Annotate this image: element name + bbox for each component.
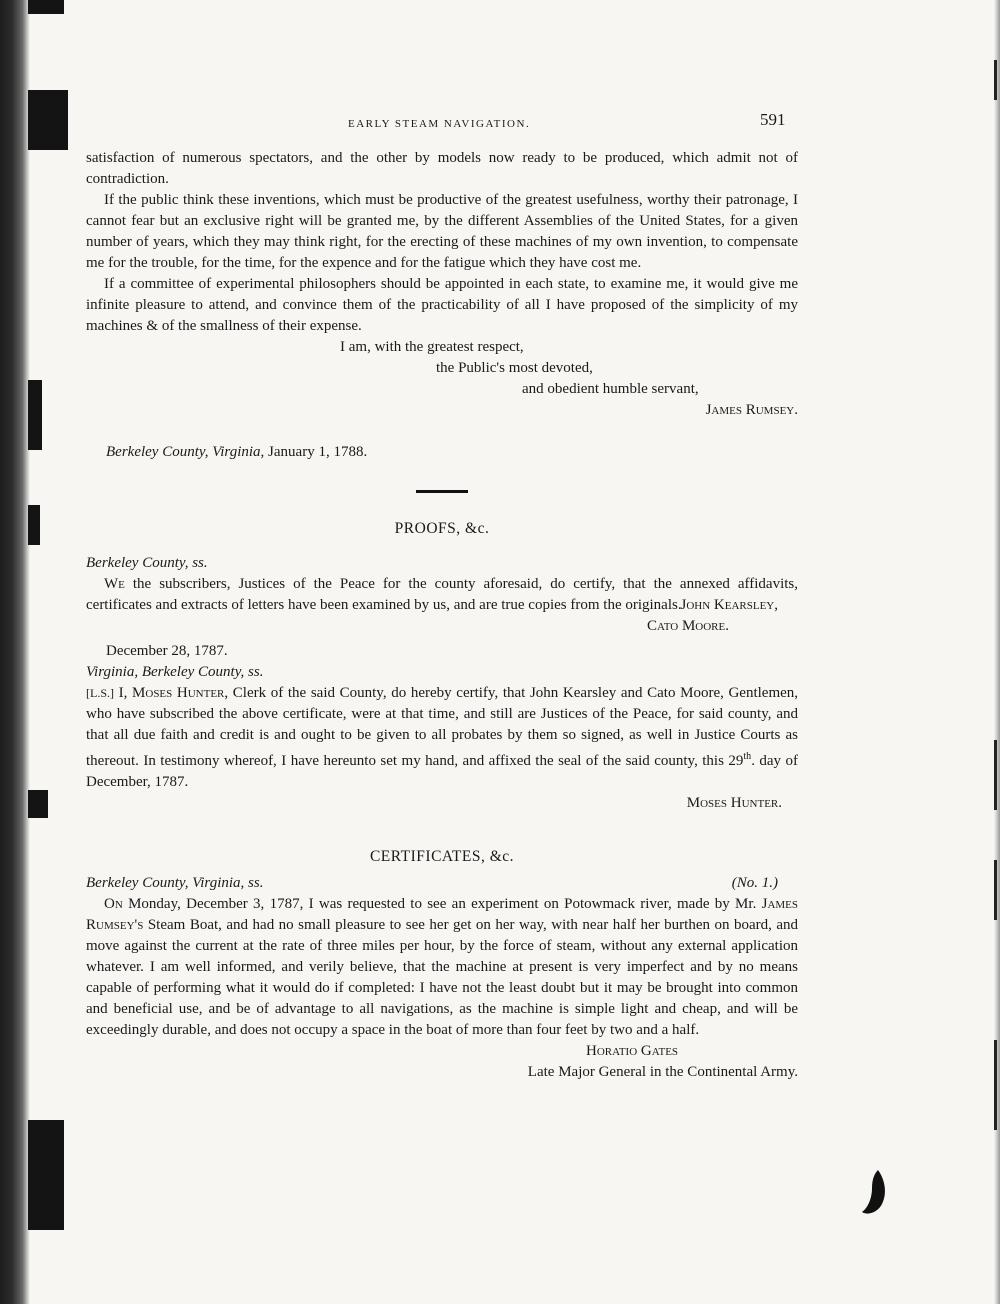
section-divider bbox=[416, 490, 468, 493]
clerk-signature: Moses Hunter. bbox=[686, 795, 782, 811]
proofs-section bbox=[86, 518, 798, 814]
ink-flourish bbox=[858, 1168, 890, 1218]
proofs-heading: PROOFS, &c. bbox=[394, 520, 490, 537]
proofs-venue: Berkeley County, ss. bbox=[86, 555, 208, 571]
proofs-certification: We the subscribers, Justices of the Peace for the county aforesaid, do certify, that the annexed affidavits, certificates and extracts of letters have been examined by us, and are true copies from the originals. bbox=[86, 576, 798, 613]
scan-left-edge bbox=[0, 0, 30, 1304]
scan-mark bbox=[994, 740, 997, 810]
letter-body bbox=[86, 148, 798, 421]
running-head: EARLY STEAM NAVIGATION. bbox=[348, 118, 531, 130]
closing-line-2: the Public's most devoted, bbox=[436, 360, 593, 376]
proofs-signer-2: Cato Moore. bbox=[647, 618, 729, 634]
letter-paragraph-3: If a committee of experimental philosophers should be appointed in each state, to examine me, it would give me infinite pleasure to attend, and convince them of the practicability of all I have proposed of the simplicity of my machines & of the smallness of their expense. bbox=[86, 276, 798, 334]
certificate-signer-title: Late Major General in the Continental Army. bbox=[527, 1064, 798, 1080]
scan-blot bbox=[28, 1120, 64, 1230]
proofs-date: December 28, 1787. bbox=[106, 643, 228, 659]
letter-date: January 1, 1788. bbox=[268, 444, 368, 460]
scan-mark bbox=[994, 60, 997, 100]
proofs-venue-2: Virginia, Berkeley County, ss. bbox=[86, 664, 264, 680]
scan-blot bbox=[28, 0, 64, 14]
certificates-section bbox=[86, 846, 798, 1083]
page-number: 591 bbox=[760, 110, 786, 129]
certificate-venue-line: Berkeley County, Virginia, ss. (No. 1.) bbox=[86, 873, 798, 894]
scan-blot bbox=[28, 380, 42, 450]
certificates-heading: CERTIFICATES, &c. bbox=[369, 848, 515, 865]
closing-line-3: and obedient humble servant, bbox=[522, 381, 699, 397]
letter-paragraph-2: If the public think these inventions, which must be productive of the greatest usefulness, worthy their patronage, I cannot fear but an exclusive right will be granted me, by the different Assemblies of the United States, for a given number of years, which they may think right, for the erecting of these machines of my own invention, to compensate me for the trouble, for the time, for the expence and for the fatigue which they have cost me. bbox=[86, 192, 798, 271]
letter-dateline bbox=[106, 442, 706, 463]
certificate-number: (No. 1.) bbox=[731, 875, 778, 891]
scan-blot bbox=[28, 90, 68, 150]
scan-mark bbox=[994, 860, 997, 920]
scan-blot bbox=[28, 505, 40, 545]
proofs-signer-1: John Kearsley, bbox=[680, 597, 778, 613]
letter-paragraph-1: satisfaction of numerous spectators, and the other by models now ready to be produced, which admit not of contradiction. bbox=[86, 150, 798, 187]
closing-line-1: I am, with the greatest respect, bbox=[340, 339, 524, 355]
certificate-signer: Horatio Gates bbox=[586, 1043, 679, 1059]
letter-place: Berkeley County, Virginia, bbox=[106, 444, 265, 460]
seal-mark: [L.S.] bbox=[86, 686, 114, 700]
certificate-text: On Monday, December 3, 1787, I was requested to see an experiment on Potowmack river, made by Mr. James Rumsey's Steam Boat, and had no small pleasure to see her get on her way, with near half her burthen on board, and move against the current at the rate of three miles per hour, by the force of steam, without any external application whatever. I am well informed, and verily believe, that the machine at present is very imperfect and by no means capable of performing what it would do if completed: I have not the least doubt but it may be brought into common and beneficial use, and be of advantage to all navigations, as the machine is simple light and cheap, and will be exceedingly durable, and does not occupy a space in the boat of more than four feet by two and a half. bbox=[86, 896, 799, 1038]
letter-signature: James Rumsey. bbox=[705, 402, 798, 418]
scan-blot bbox=[28, 790, 48, 818]
scan-mark bbox=[994, 1040, 997, 1130]
clerk-certificate: [L.S.] I, Moses Hunter, Clerk of the said County, do hereby certify, that John Kearsley and Cato Moore, Gentlemen, who have subscribed the above certificate, were at that time, and still are Justices of the Peace, for said county, and that all due faith and credit is and ought to be given to all probates by them so signed, as well in Justice Courts as thereout. In testimony whereof, I have hereunto set my hand, and affixed the seal of the said county, this 29th. day of December, 1787. bbox=[86, 685, 799, 790]
